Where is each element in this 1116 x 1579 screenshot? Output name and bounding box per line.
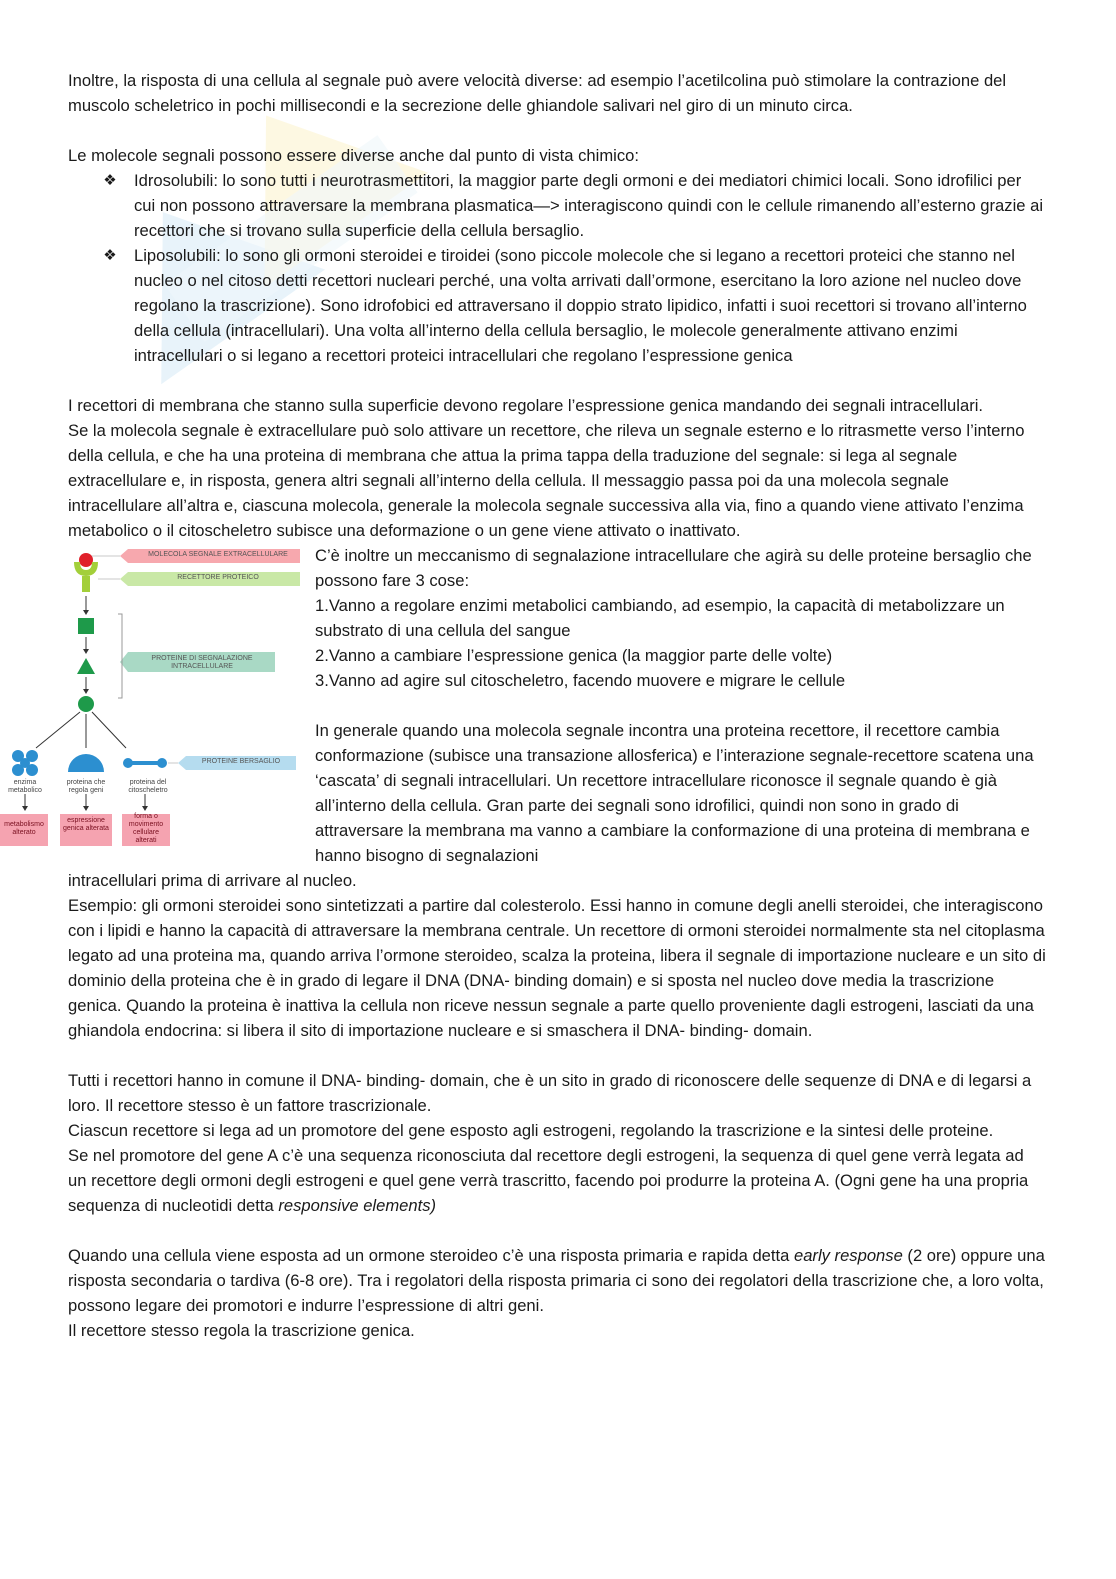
paragraph-dna-binding-domain: Tutti i recettori hanno in comune il DNA- binding- domain, che è un sito in grado di riconoscere delle sequenze di DNA e di legarsi a loro. Il recettore stesso è un fattore trascrizionale. bbox=[68, 1071, 1032, 1115]
diamond-bullet-icon: ❖ bbox=[103, 172, 117, 189]
bullet-item-hydrosoluble bbox=[103, 168, 1046, 243]
signaling-cascade-diagram bbox=[0, 548, 302, 850]
diamond-bullet-icon: ❖ bbox=[103, 247, 117, 264]
target-cytoskeleton-label: proteina del citoscheletro bbox=[128, 779, 168, 794]
enzyme-target-icon bbox=[12, 750, 38, 776]
extracellular-molecule bbox=[79, 553, 93, 567]
paragraph-before-nucleus: intracellulari prima di arrivare al nucleo. bbox=[68, 871, 357, 890]
tag-targets-label: PROTEINE BERSAGLIO bbox=[201, 758, 281, 765]
early-response-term: early response bbox=[793, 1246, 903, 1265]
early-response-text-a: Quando una cellula viene esposta ad un ormone steroideo c’è una risposta primaria e rapida detta bbox=[68, 1246, 794, 1265]
cascade-circle bbox=[78, 696, 94, 712]
paragraph-membrane-receptors: I recettori di membrana che stanno sulla superficie devono regolare l’espressione genica mandando dei segnali intracellulari. bbox=[68, 396, 984, 415]
paragraph-response-speed: Inoltre, la risposta di una cellula al segnale può avere velocità diverse: ad esempio l’acetilcolina può stimolare la contrazione del muscolo scheletrico in pochi millisecondi e la secrezione delle ghiandole salivari nel giro di un minuto circa. bbox=[68, 71, 1007, 115]
paragraph-molecule-types: Le molecole segnali possono essere diverse anche dal punto di vista chimico: bbox=[68, 146, 639, 165]
tag-intracellular-label: PROTEINE DI SEGNALAZIONE INTRACELLULARE bbox=[151, 655, 253, 670]
paragraph-gene-a bbox=[68, 1143, 1046, 1218]
list-line-2: 2.Vanno a cambiare l’espressione genica (la maggior parte delle volte) bbox=[315, 646, 833, 665]
document-body bbox=[4, 68, 1046, 1343]
target-enzyme-label: enzima metabolico bbox=[8, 779, 42, 794]
list-line-1: 1.Vanno a regolare enzimi metabolici cambiando, ad esempio, la capacità di metabolizzare un substrato di una cellula del sangue bbox=[315, 596, 1005, 640]
early-response-text-b: (2 ore) oppure una risposta secondaria o tardiva (6-8 ore). Tra i regolatori della risposta primaria ci sono dei regolatori della trascrizione che, a loro volta, possono legare dei promotori e indurre l’espressione di altri geni. bbox=[68, 1246, 1045, 1315]
paragraph-intracellular-mechanism: C’è inoltre un meccanismo di segnalazione intracellulare che agirà su delle proteine bersaglio che possono fare 3 cose: bbox=[315, 546, 1032, 590]
paragraph-steroid-example: Esempio: gli ormoni steroidei sono sintetizzati a partire dal colesterolo. Essi hanno in comune degli anelli steroidei, che interagiscono con i lipidi e hanno la capacità di attraversare la membrana centrale. Un recettore di ormoni steroidei normalmente sta nel citoplasma legato ad una proteina ma, quando arriva l’ormone steroideo, scalza la proteina, libera il segnale di importazione nucleare e un sito di dominio della proteina che è in grado di legare il DNA (DNA- binding domain) e si sposta nel nucleo dove media la trascrizione genica. Quando la proteina è inattiva la cellula non riceve nessun segnale a parte quello proveniente dagli estrogeni, lasciati da una ghiandola endocrina: si libera il sito di importazione nucleare e si smaschera il DNA- binding- domain. bbox=[68, 896, 1046, 1040]
responsive-elements-text: responsive elements) bbox=[278, 1196, 437, 1215]
paragraph-extracellular-signal: Se la molecola segnale è extracellulare può solo attivare un recettore, che rileva un segnale esterno e lo ritrasmette verso l’interno della cellula, e che ha una proteina di membrana che attua la prima tappa della traduzione del segnale: si lega al segnale extracellulare e, in risposta, genera altri segnali all’interno della cellula. Il messaggio passa poi da una molecola segnale intracellulare all’altra e, ciascuna molecola, generale la molecola segnale successiva alla via, fino a quando viene attivato l’enzima metabolico o il citoscheletro subisce una deformazione o un gene viene attivato o inattivato. bbox=[68, 421, 1025, 540]
paragraph-gene-a-text: Se nel promotore del gene A c’è una sequenza riconosciuta dal recettore degli estrogeni, la sequenza di quel gene verrà legata ad un recettore degli ormoni degli estrogeni e quel gene verrà trascritto, facendo poi produrre la proteina A. (Ogni gene ha una propria sequenza di nucleotidi detta bbox=[68, 1146, 1029, 1215]
paragraph-promoter-binding: Ciascun recettore si lega ad un promotore del gene esposto agli estrogeni, regolando la trascrizione e la sintesi delle proteine. bbox=[68, 1121, 994, 1140]
bullet-text: Liposolubili: lo sono gli ormoni steroidei e tiroidei (sono piccole molecole che si legano a recettori proteici che stanno nel nucleo o nel citoso detti recettori nucleari perché, una volta arrivati dall’ormone, esercitano la loro azione nel nucleo dove regolano la trascrizione). Sono idrofobici ed attraversano il doppio strato lipidico, infatti i suoi recettori si trovano all’interno della cellula (intracellulari). Una volta all’interno della cellula bersaglio, le molecole generalmente attivano enzimi intracellulari o si legano a recettori proteici intracellulari che regolano l’espressione genica bbox=[134, 246, 1027, 365]
cascade-triangle bbox=[77, 658, 95, 674]
cascade-square bbox=[78, 618, 94, 634]
outcome-metabolism-label: metabolismo alterato bbox=[4, 821, 44, 836]
list-line-3: 3.Vanno ad agire sul citoscheletro, facendo muovere e migrare le cellule bbox=[315, 671, 846, 690]
figure-side-text bbox=[315, 543, 1046, 868]
figure-section bbox=[4, 543, 1046, 868]
bullet-text: Idrosolubili: lo sono tutti i neurotrasmettitori, la maggior parte degli ormoni e dei mediatori chimici locali. Sono idrofilici per cui non possono attraversare la membrana plasmatica—> interagiscono quindi con le cellule rimanendo all’esterno grazie ai recettori che si trovano sulla superficie della cellula bersaglio. bbox=[134, 171, 1044, 240]
cytoskeleton-target-icon bbox=[123, 758, 167, 768]
paragraph-receptor-regulates: Il recettore stesso regola la trascrizione genica. bbox=[68, 1321, 415, 1340]
outcome-cell-shape-label: forma o movimento cellulare alterati bbox=[128, 813, 164, 844]
tag-receptor-label: RECETTORE PROTEICO bbox=[177, 574, 259, 581]
paragraph-receptor-conformation: In generale quando una molecola segnale incontra una proteina recettore, il recettore cambia conformazione (subisce una transazione allosferica) e l’interazione segnale-recettore scatena una ‘cascata’ di segnali intracellulari. Un recettore intracellulare riconosce il segnale quando è già all’interno della cellula. Gran parte dei segnali sono idrofilici, quindi non sono in grado di attraversare la membrana ma vanno a cambiare la conformazione di una proteina di membrana e hanno bisogno di segnalazioni bbox=[315, 721, 1034, 865]
tag-extracellular-label: MOLECOLA SEGNALE EXTRACELLULARE bbox=[148, 551, 288, 558]
paragraph-early-response bbox=[68, 1243, 1046, 1318]
bullet-list bbox=[68, 168, 1046, 368]
gene-regulator-target-icon bbox=[68, 754, 104, 772]
target-gene-label: proteina che regola geni bbox=[66, 779, 106, 794]
outcome-gene-expression-label: espressione genica alterata bbox=[63, 817, 109, 832]
bullet-item-liposoluble bbox=[103, 243, 1046, 368]
